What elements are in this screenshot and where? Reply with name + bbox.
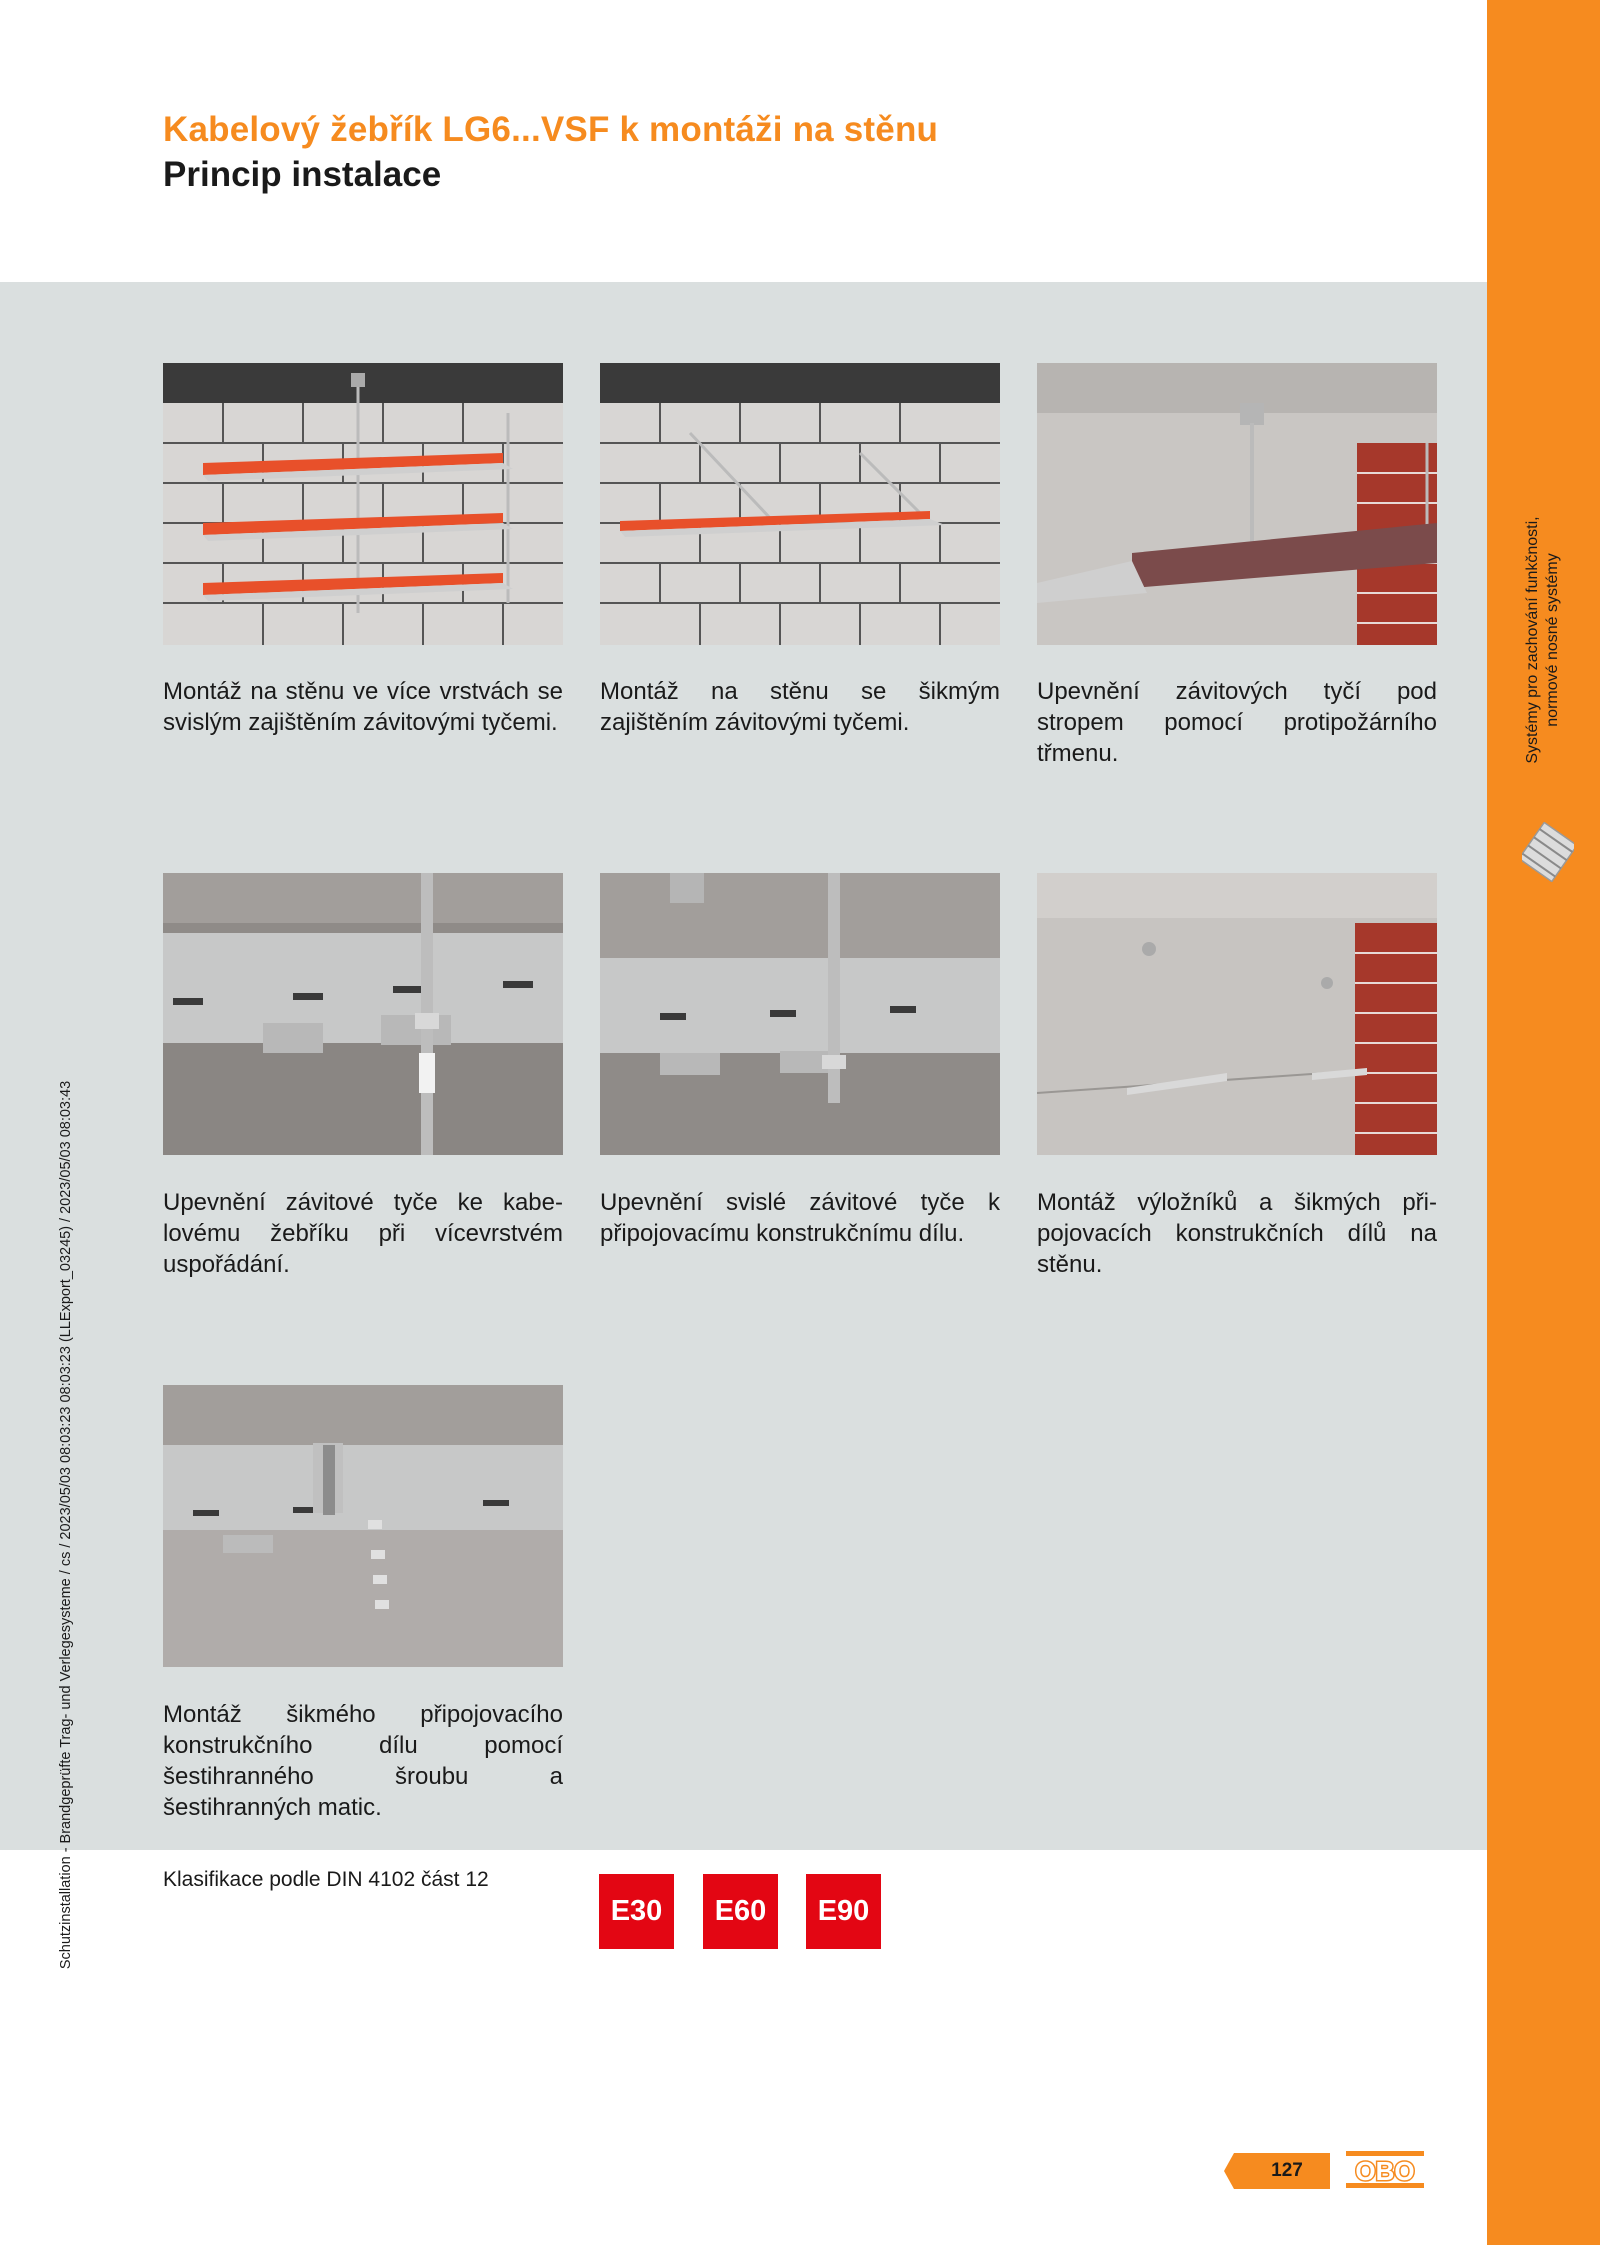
photo-brackets-on-wall xyxy=(1037,873,1437,1155)
page-subtitle: Princip instalace xyxy=(163,155,442,194)
figure-caption: Montáž na stěnu se šikmým zajištěním závitovými tyčemi. xyxy=(600,678,1000,736)
photo-rod-to-ladder xyxy=(163,873,563,1155)
figure-caption: Montáž na stěnu ve více vrstvách se svislým zajištěním závitovými tyčemi. xyxy=(163,678,563,736)
figure-caption: Montáž výložníků a šikmých připojovacích konstrukčních dílů na stěnu. xyxy=(1037,1189,1437,1278)
side-band xyxy=(1487,0,1600,2245)
figure-caption: Upevnění svislé závitové tyče k připojovacímu konstrukčnímu dílu. xyxy=(600,1189,1000,1247)
classification-label: Klasifikace podle DIN 4102 část 12 xyxy=(163,1868,489,1891)
fire-class-badge: E30 xyxy=(599,1874,674,1949)
figure-caption: Upevnění závitových tyčí pod stropem pomocí protipožárního třmenu. xyxy=(1037,678,1437,767)
fire-class-badge: E60 xyxy=(703,1874,778,1949)
obo-logo-text: OBO xyxy=(1355,2156,1415,2186)
side-category-text xyxy=(1523,516,1563,763)
side-category-line1: Systémy pro zachování funkčnosti, xyxy=(1524,516,1541,764)
photo-ceiling-fire-bracket xyxy=(1037,363,1437,645)
photo-multilayer-wall-mount xyxy=(163,363,563,645)
photo-diagonal-wall-mount xyxy=(600,363,1000,645)
document-meta: Schutzinstallation - Brandgeprüfte Trag- und Verlegesysteme / cs / 2023/05/03 08:03:23 08:03:23 (LLExport_03245) / 2023/05/03 08:03:43 xyxy=(58,1080,74,1970)
fire-class-badge: E90 xyxy=(806,1874,881,1949)
page-title: Kabelový žebřík LG6...VSF k montáži na stěnu xyxy=(163,110,939,149)
cable-ladder-icon xyxy=(1522,822,1574,882)
figure-caption: Montáž šikmého připojovacího konstrukčního dílu pomocí šestihranného šroubu a šestihranných matic. xyxy=(163,1701,563,1821)
obo-logo xyxy=(1345,2150,1425,2190)
photo-diagonal-connector-bolt xyxy=(163,1385,563,1667)
page-number: 127 xyxy=(1271,2160,1303,2181)
figure-caption: Upevnění závitové tyče ke kabelovému žebříku při vícevrstvém uspořádání. xyxy=(163,1189,563,1278)
side-category-line2: normové nosné systémy xyxy=(1544,553,1561,727)
photo-rod-to-connector xyxy=(600,873,1000,1155)
